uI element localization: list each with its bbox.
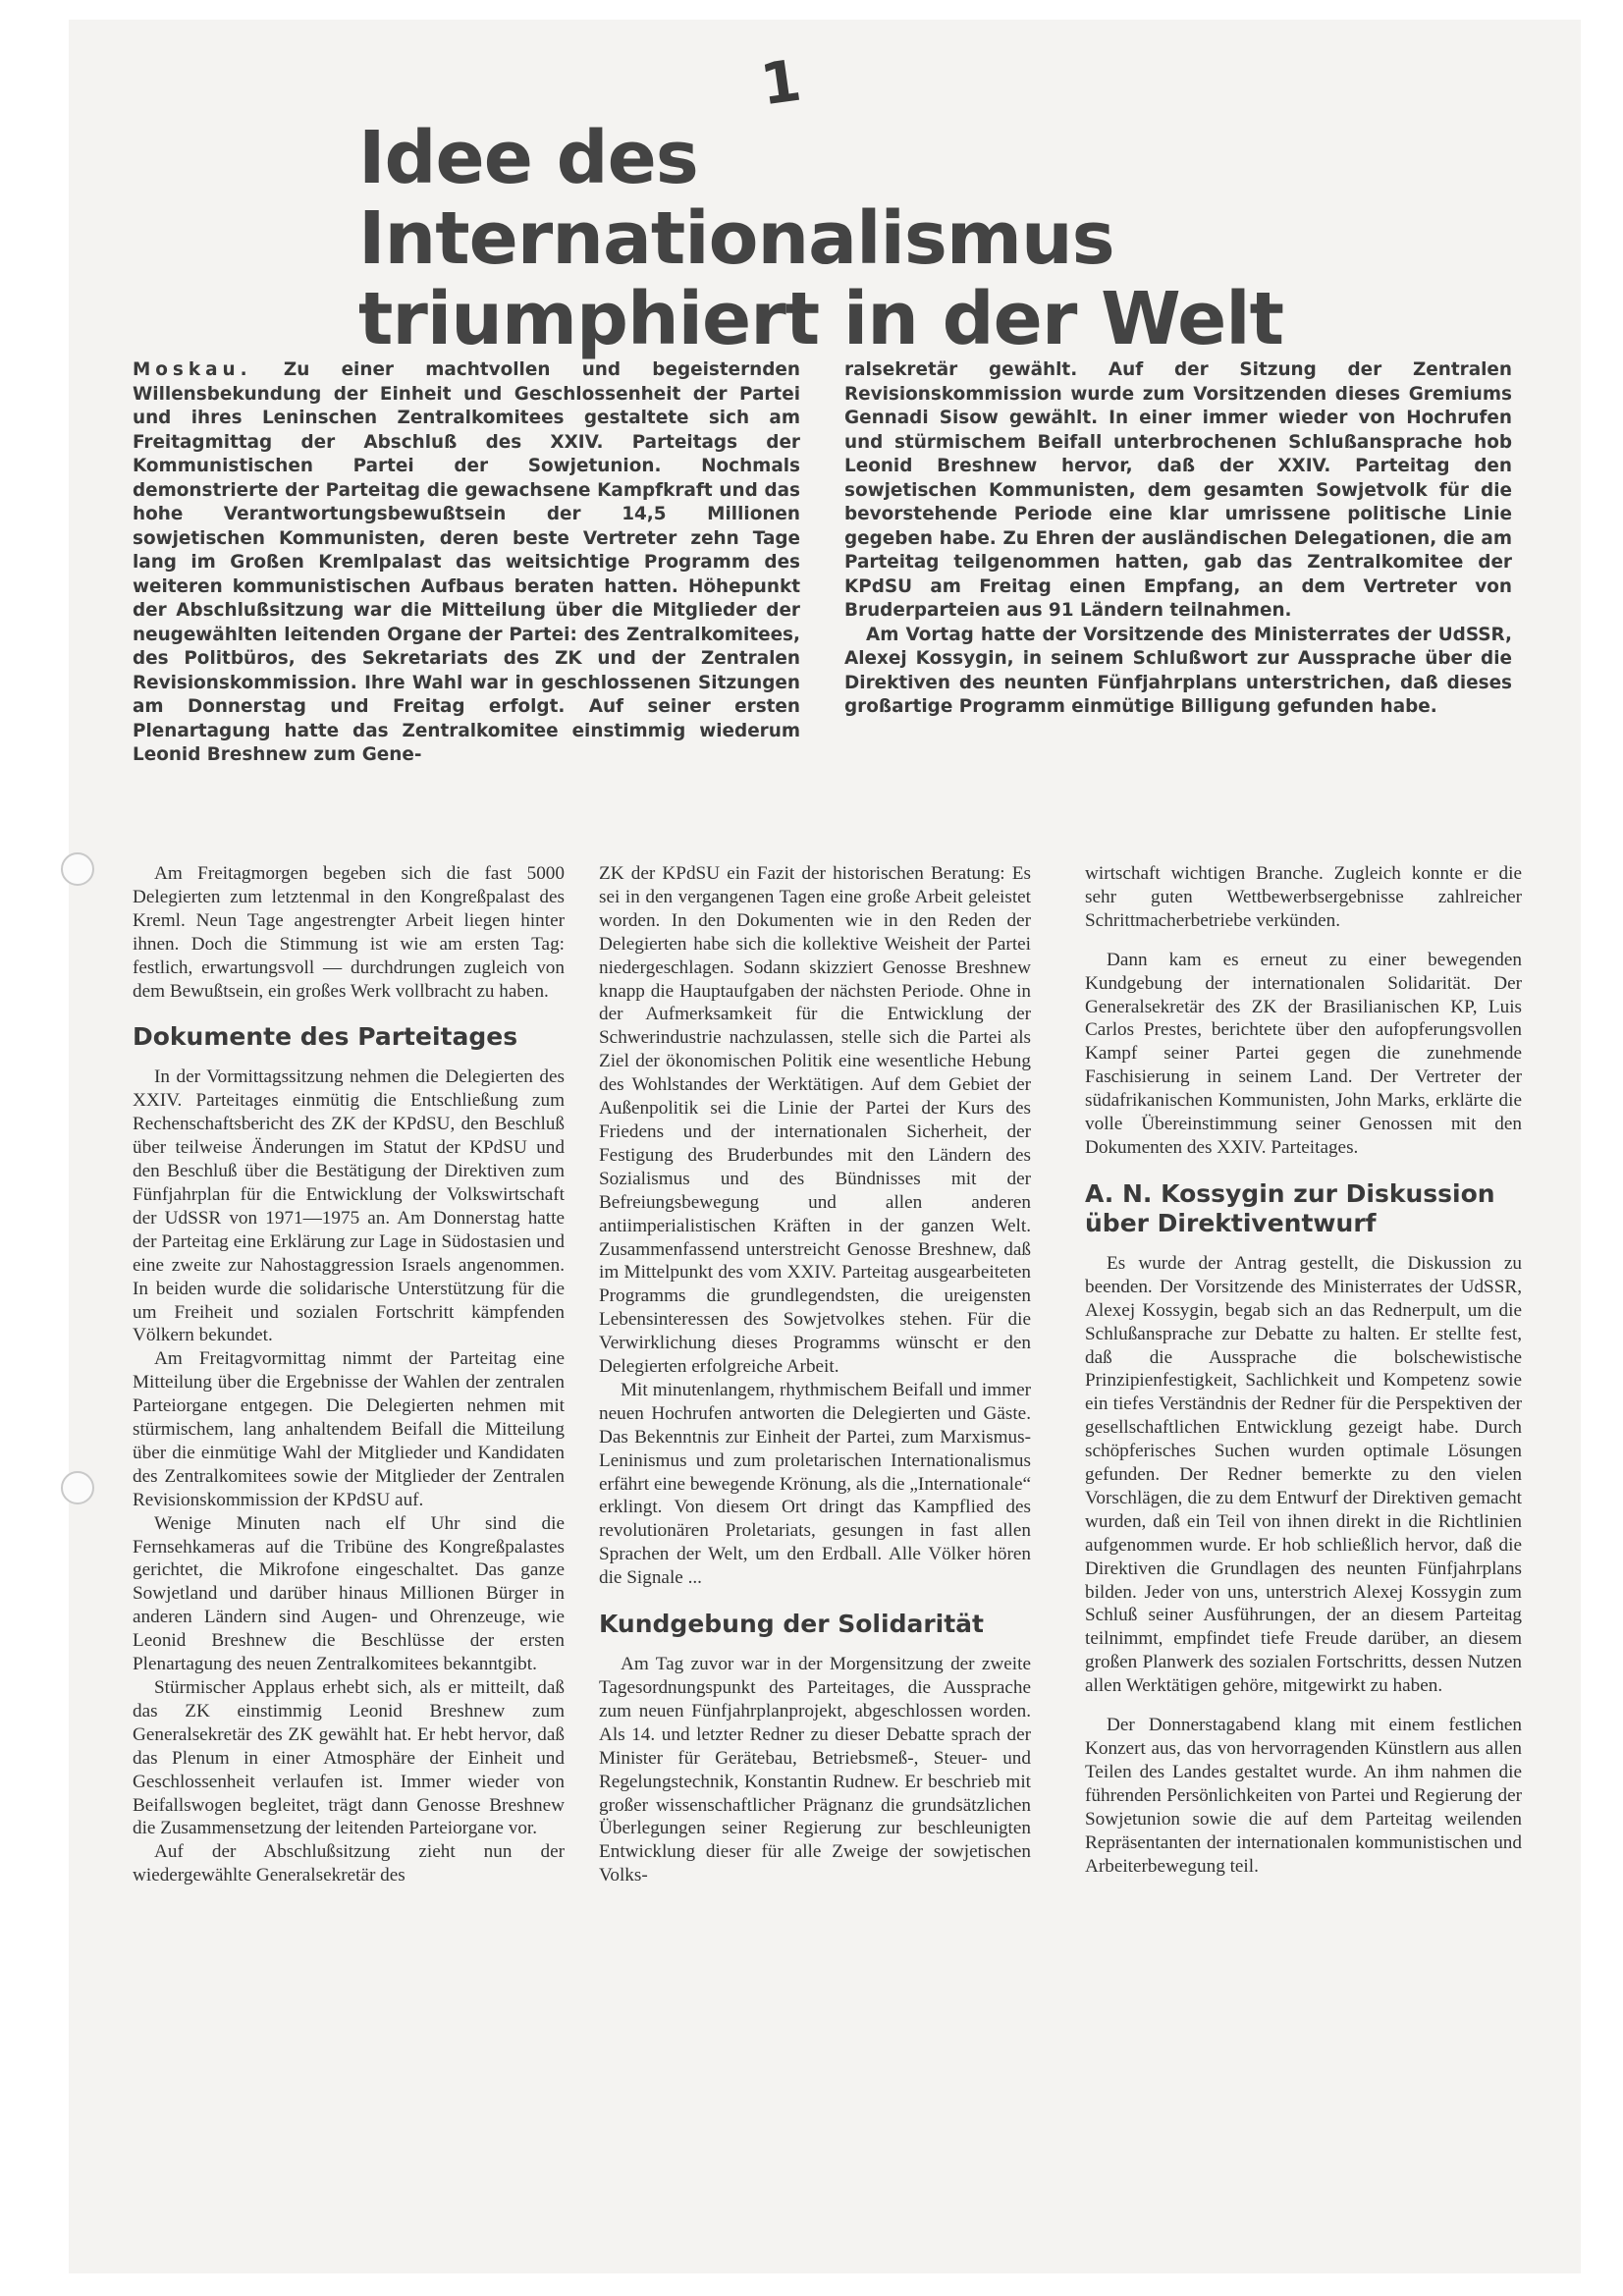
newspaper-clipping [69, 20, 1581, 2273]
paragraph: Am Tag zuvor war in der Morgensitzung der zweite Tagesordnungspunkt des Parteitages, die Aussprache zum neuen Fünfjahrplanprojekt, abgeschlossen worden. Als 14. und letzter Redner zu dieser Debatte sprach der Minister für Gerätebau, Betriebsmeß-, Steuer- und Regelungstechnik, Konstantin Rudnew. Er beschrieb mit großer wissenschaftlicher Prägnanz die grundsätzlichen Überlegungen seiner Regierung zur beschleunigten Entwicklung dieser für alle Zweige der sowjetischen Volks- [599, 1654, 1031, 1886]
lead-column-right [844, 358, 1512, 720]
lead-text: Zu einer machtvollen und begeisternden Willensbekundung der Einheit und Geschlossenheit der Partei und ihres Leninschen Zentralkomitees gestaltete sich am Freitagmittag der Abschluß des XXIV. Parteitags der Kommunistischen Partei der Sowjetunion. Nochmals demonstrierte der Parteitag die gewachsene Kampfkraft und das hohe Verantwortungsbewußtsein der 14,5 Millionen sowjetischen Kommunisten, deren beste Vertreter zehn Tage lang im Großen Kremlpalast das weitsichtige Programm des weiteren kommunistischen Aufbaus beraten hatten. Höhepunkt der Abschlußsitzung war die Mitteilung über die Mitglieder der neugewählten leitenden Organe der Partei: des Zentralkomitees, des Politbüros, des Sekretariats des ZK und der Zentralen Revisionskommission. Ihre Wahl war in geschlossenen Sitzungen am Donnerstag und Freitag erfolgt. Auf seiner ersten Plenartagung hatte das Zentralkomitee einstimmig wiederum Leonid Breshnew zum Gene- [133, 359, 800, 765]
paragraph: wirtschaft wichtigen Branche. Zugleich konnte er die sehr guten Wettbewerbsergebnisse zahlreicher Schrittmacherbetriebe verkünden. [1085, 863, 1522, 931]
paragraph: Mit minutenlangem, rhythmischem Beifall und immer neuen Hochrufen antworten die Delegierten und Gäste. Das Bekenntnis zur Einheit der Partei, zum Marxismus-Leninismus und zum proletarischen Internationalismus erfährt eine bewegende Krönung, als die „Internationale“ erklingt. Von diesem Ort dringt das Kampflied des revolutionären Proletariats, gesungen in fast allen Sprachen der Welt, um den Erdball. Alle Völker hören die Signale ... [599, 1379, 1031, 1589]
section-heading-line-2: über Direktiventwurf [1085, 1208, 1377, 1237]
paragraph: Wenige Minuten nach elf Uhr sind die Fernsehkameras auf die Tribüne des Kongreßpalastes gerichtet, die Mikrofone eingeschaltet. Das ganze Sowjetland und darüber hinaus Millionen Bürger in anderen Ländern sind Augen- und Ohrenzeuge, wie Leonid Breshnew die Beschlüsse der ersten Plenartagung des neuen Zentralkomitees bekanntgibt. [133, 1512, 565, 1675]
body-column-2 [599, 862, 1031, 1887]
section-heading: Dokumente des Parteitages [133, 1022, 518, 1052]
punch-hole-icon [61, 1471, 94, 1504]
body-column-1 [133, 862, 565, 1887]
dateline: Moskau. [133, 359, 252, 380]
lead-paragraph-2: ralsekretär gewählt. Auf der Sitzung der Zentralen Revisionskommission wurde zum Vorsitzenden dieses Gremiums Gennadi Sisow gewählt. In einer immer wieder von Hochrufen und stürmischem Beifall unterbrochenen Schlußansprache hob Leonid Breshnew hervor, daß der XXIV. Parteitag den sowjetischen Kommunisten, dem gesamten Sowjetvolk für die bevorstehende Periode eine klar umrissene politische Linie gegeben habe. Zu Ehren der ausländischen Delegationen, die am Parteitag teilgenommen hatten, gab das Zentralkomitee der KPdSU am Freitag einen Empfang, an dem Vertreter von Bruderparteien aus 91 Ländern teilnahmen. [844, 359, 1512, 621]
headline [358, 118, 1340, 359]
section-heading: Kundgebung der Solidarität [599, 1610, 985, 1639]
paragraph: Stürmischer Applaus erhebt sich, als er mitteilt, daß das ZK einstimmig Leonid Breshnew zum Generalsekretär des ZK gewählt hat. Er hebt hervor, daß das Plenum in einer Atmosphäre der Einheit und Geschlossenheit verlaufen ist. Immer wieder von Beifallswogen begleitet, trägt dann Genosse Breshnew die Zusammensetzung der leitenden Parteiorgane vor. [133, 1677, 565, 1839]
headline-line-1: Idee des Internationalismus [358, 116, 1114, 281]
lead-paragraph-1 [133, 358, 800, 768]
paragraph: ZK der KPdSU ein Fazit der historischen Beratung: Es sei in den vergangenen Tagen eine große Arbeit geleistet worden. In den Dokumenten wie in den Reden der Delegierten habe sich die kollektive Weisheit der Partei niedergeschlagen. Sodann skizziert Genosse Breshnew knapp die Hauptaufgaben der nächsten Periode. Ohne in der Aufmerksamkeit für die Entwicklung der Schwerindustrie nachzulassen, stelle sich die Partei als Ziel der ökonomischen Politik eine wesentliche Hebung des Wohlstandes der Werktätigen. Auf dem Gebiet der Außenpolitik sei die Linie der Partei der Kurs des Friedens und der internationalen Sicherheit, der Festigung des Bruderbundes mit den Ländern des Sozialismus und des Bündnisses mit der Befreiungsbewegung und allen anderen antiimperialistischen Kräften in der ganzen Welt. Zusammenfassend unterstreicht Genosse Breshnew, daß im Mittelpunkt des vom XXIV. Parteitag ausgearbeiteten Programms die grundlegendsten, die ureigensten Lebensinteressen des Sowjetvolkes stehen. Für die Verwirklichung dieses Programms wünscht er den Delegierten erfolgreiche Arbeit. [599, 863, 1031, 1378]
page-number: 1 [756, 46, 805, 119]
paragraph: Der Donnerstagabend klang mit einem festlichen Konzert aus, das von hervorragenden Künstlern aus allen Teilen des Landes gestaltet wurde. An ihm nahmen die führenden Persönlichkeiten von Partei und Regierung der Sowjetunion sowie die auf dem Parteitag weilenden Repräsentanten der internationalen kommunistischen und Arbeiterbewegung teil. [1085, 1715, 1522, 1877]
punch-hole-icon [61, 852, 94, 886]
headline-line-2: triumphiert in der Welt [358, 277, 1283, 361]
lead-paragraph-3: Am Vortag hatte der Vorsitzende des Ministerrates der UdSSR, Alexej Kossygin, in seinem Schlußwort zur Aussprache über die Direktiven des neunten Fünfjahrplans unterstrichen, daß dieses großartige Programm einmütige Billigung gefunden habe. [844, 624, 1512, 717]
section-heading [1085, 1179, 1522, 1238]
paragraph: Am Freitagvormittag nimmt der Parteitag eine Mitteilung über die Ergebnisse der Wahlen der zentralen Parteiorgane entgegen. Die Delegierten nehmen mit stürmischem, lang anhaltendem Beifall die Mitteilung über die einmütige Wahl der Mitglieder und Kandidaten des Zentralkomitees sowie der Mitglieder der Zentralen Revisionskommission der KPdSU auf. [133, 1348, 565, 1510]
paragraph: Am Freitagmorgen begeben sich die fast 5000 Delegierten zum letztenmal in den Kongreßpalast des Kreml. Neun Tage angestrengter Arbeit liegen hinter ihnen. Doch die Stimmung ist wie am ersten Tag: festlich, erwartungsvoll — durchdrungen zugleich von dem Bewußtsein, ein großes Werk vollbracht zu haben. [133, 863, 565, 1002]
paragraph: Dann kam es erneut zu einer bewegenden Kundgebung der internationalen Solidarität. Der Generalsekretär des ZK der Brasilianischen KP, Luis Carlos Prestes, berichtete über den aufopferungsvollen Kampf seiner Partei gegen die zunehmende Faschisierung in seinem Land. Der Vertreter der südafrikanischen Kommunisten, John Marks, erklärte die volle Übereinstimmung seiner Genossen mit den Dokumenten des XXIV. Parteitages. [1085, 949, 1522, 1158]
paragraph: Es wurde der Antrag gestellt, die Diskussion zu beenden. Der Vorsitzende des Ministerrates der UdSSR, Alexej Kossygin, begab sich an das Rednerpult, um die Schlußansprache zur Debatte zu halten. Er stellte fest, daß die Aussprache die bolschewistische Prinzipienfestigkeit, Sachlichkeit und Kompetenz sowie ein tiefes Verständnis der Redner für die Perspektiven der gesellschaftlichen Entwicklung gezeigt habe. Durch schöpferisches Suchen wurden optimale Lösungen gefunden. Der Redner bemerkte zu den vielen Vorschlägen, die zu dem Entwurf der Direktiven gemacht wurden, daß ein Teil von ihnen direkt in die Richtlinien aufgenommen wurde. Er hob schließlich hervor, daß die Direktiven die Grundlagen des neunten Fünfjahrplans bilden. Jeder von uns, unterstrich Alexej Kossygin zum Schluß seiner Ausführungen, der an diesem Parteitag teilnimmt, empfindet tiefe Freude darüber, an diesem großen Planwerk des sozialen Fortschritts, dessen Nutzen allen Werktätigen gehöre, mitgewirkt zu haben. [1085, 1252, 1522, 1697]
paragraph: In der Vormittagssitzung nehmen die Delegierten des XXIV. Parteitages einmütig die Entschließung zum Rechenschaftsbericht des ZK der KPdSU, den Beschluß über teilweise Änderungen im Statut der KPdSU und den Beschluß über die Bestätigung der Direktiven zum Fünfjahrplan für die Entwicklung der Volkswirtschaft der UdSSR von 1971—1975 an. Am Donnerstag hatte der Parteitag eine Erklärung zur Lage in Südostasien und eine zweite zur Nahostaggression Israels angenommen. In beiden wurde die solidarische Unterstützung für die um Freiheit und sozialen Fortschritt kämpfenden Völkern bekundet. [133, 1066, 565, 1346]
lead-column-left [133, 358, 800, 768]
body-column-3 [1085, 862, 1522, 1878]
paragraph: Auf der Abschlußsitzung zieht nun der wiedergewählte Generalsekretär des [133, 1841, 565, 1886]
section-heading-line-1: A. N. Kossygin zur Diskussion [1085, 1178, 1495, 1208]
